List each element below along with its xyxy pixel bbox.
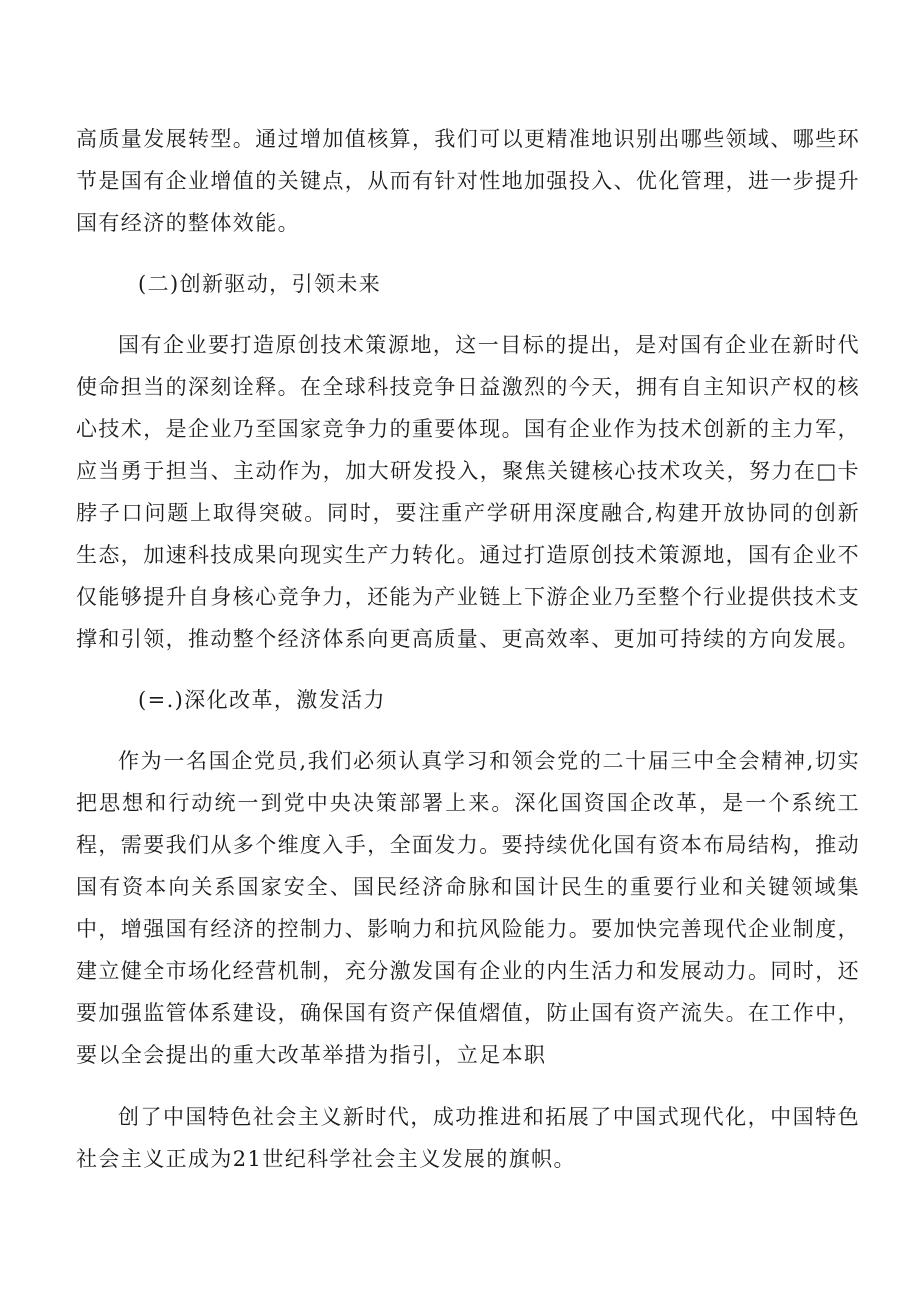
- paragraph-1: 高质量发展转型。通过增加值核算，我们可以更精准地识别出哪些领域、哪些环节是国有企业增值的关键点，从而有针对性地加强投入、优化管理，进一步提升国有经济的整体效能。: [76, 127, 860, 235]
- paragraph-3: 作为一名国企党员,我们必须认真学习和领会党的二十届三中全会精神,切实把思想和行动统一到党中央决策部署上来。深化国资国企改革，是一个系统工程，需要我们从多个维度入手，全面发力。要持续优化国有资本布局结构，推动国有资本向关系国家安全、国民经济命脉和国计民生的重要行业和关键领域集中，增强国有经济的控制力、影响力和抗风险能力。要加快完善现代企业制度，建立健全市场化经营机制，充分激发国有企业的内生活力和发展动力。同时，还要加强监管体系建设，确保国有资产保值熠值，防止国有资产流失。在工作中，要以全会提出的重大改革举措为指引，立足本职: [76, 749, 860, 1067]
- paragraph-2: 国有企业要打造原创技术策源地，这一目标的提出，是对国有企业在新时代使命担当的深刻诠释。在全球科技竞争日益激烈的今天，拥有自主知识产权的核心技术，是企业乃至国家竞争力的重要体现。国有企业作为技术创新的主力军，应当勇于担当、主动作为，加大研发投入，聚焦关键核心技术攻关，努力在□卡脖子口问题上取得突破。同时，要注重产学研用深度融合,构建开放协同的创新生态，加速科技成果向现实生产力转化。通过打造原创技术策源地，国有企业不仅能够提升自身核心竞争力，还能为产业链上下游企业乃至整个行业提供技术支撑和引领，推动整个经济体系向更高质量、更高效率、更加可持续的方向发展。: [76, 333, 860, 651]
- section-heading-2: (二)创新驱动，引领未来: [138, 272, 382, 296]
- document-body: [76, 118, 860, 1180]
- paragraph-4: 创了中国特色社会主义新时代，成功推进和拓展了中国式现代化，中国特色社会主义正成为21世纪科学社会主义发展的旗帜。: [76, 1105, 860, 1171]
- section-heading-3: (=.)深化改革，激发活力: [138, 688, 386, 712]
